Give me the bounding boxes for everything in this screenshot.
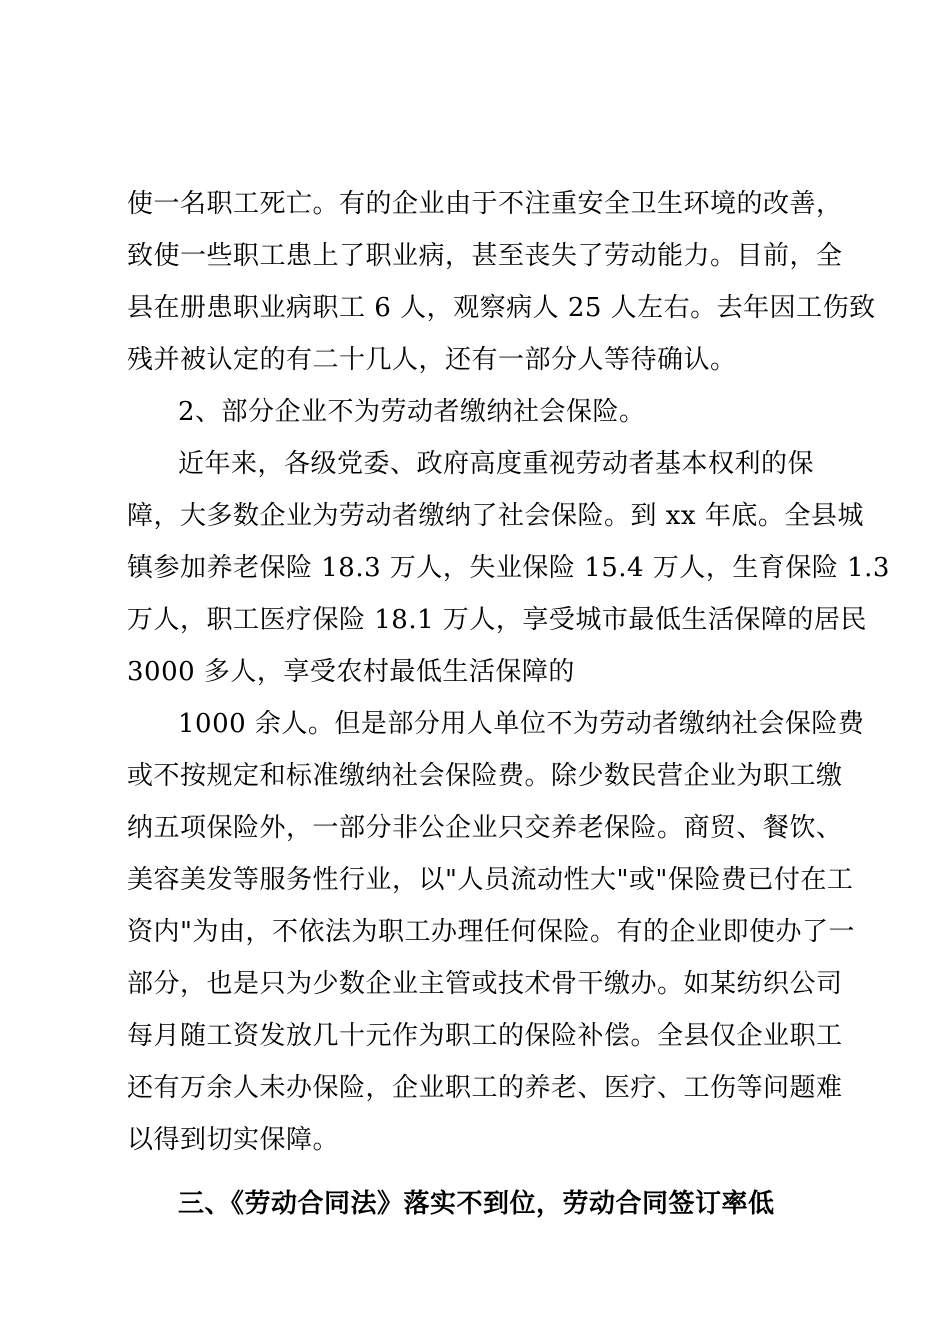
text-line: 或不按规定和标准缴纳社会保险费。除少数民营企业为职工缴 xyxy=(127,761,843,791)
text-line: 纳五项保险外，一部分非公企业只交养老保险。商贸、餐饮、 xyxy=(127,813,843,843)
text-line: 万人，职工医疗保险 18.1 万人，享受城市最低生活保障的居民 xyxy=(127,605,867,635)
subsection-title: 2、部分企业不为劳动者缴纳社会保险。 xyxy=(178,397,646,427)
text-line: 以得到切实保障。 xyxy=(127,1125,340,1155)
text-line: 美容美发等服务性行业，以"人员流动性大"或"保险费已付在工 xyxy=(127,865,854,895)
section-heading: 三、《劳动合同法》落实不到位，劳动合同签订率低 xyxy=(178,1189,775,1219)
text-line: 3000 多人，享受农村最低生活保障的 xyxy=(127,657,575,687)
text-line: 镇参加养老保险 18.3 万人，失业保险 15.4 万人，生育保险 1.3 xyxy=(127,553,890,583)
text-line: 使一名职工死亡。有的企业由于不注重安全卫生环境的改善， xyxy=(127,189,843,219)
text-line: 县在册患职业病职工 6 人，观察病人 25 人左右。去年因工伤致 xyxy=(127,293,876,323)
text-line: 障，大多数企业为劳动者缴纳了社会保险。到 xx 年底。全县城 xyxy=(127,501,864,531)
text-line: 致使一些职工患上了职业病，甚至丧失了劳动能力。目前，全 xyxy=(127,241,843,271)
text-line: 1000 余人。但是部分用人单位不为劳动者缴纳社会保险费 xyxy=(178,709,865,739)
text-line: 部分，也是只为少数企业主管或技术骨干缴办。如某纺织公司 xyxy=(127,969,843,999)
text-line: 还有万余人未办保险，企业职工的养老、医疗、工伤等问题难 xyxy=(127,1073,843,1103)
text-line: 近年来，各级党委、政府高度重视劳动者基本权利的保 xyxy=(178,449,815,479)
text-line: 每月随工资发放几十元作为职工的保险补偿。全县仅企业职工 xyxy=(127,1021,843,1051)
text-line: 残并被认定的有二十几人，还有一部分人等待确认。 xyxy=(127,345,737,375)
text-line: 资内"为由，不依法为职工办理任何保险。有的企业即使办了一 xyxy=(127,917,855,947)
